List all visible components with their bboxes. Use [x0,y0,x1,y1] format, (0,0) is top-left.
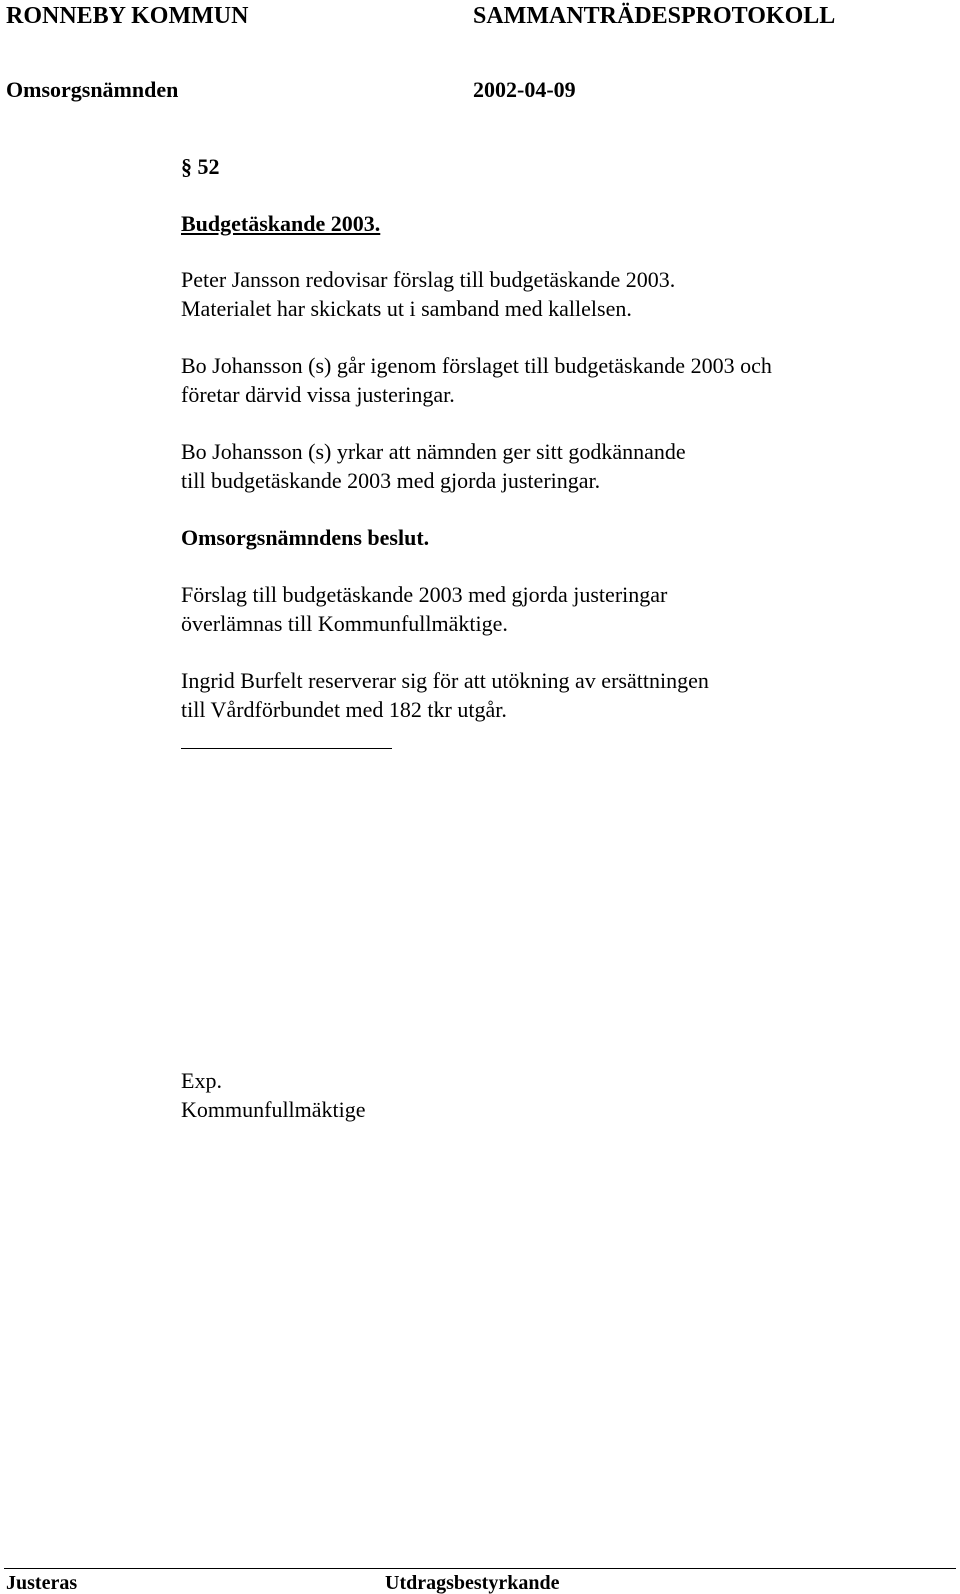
org-name: RONNEBY KOMMUN [6,3,249,29]
section-number-value: 52 [197,154,220,179]
footer-justeras: Justeras [6,1572,78,1594]
paragraph-1-line-2: Materialet har skickats ut i samband med kallelsen. [181,296,632,321]
distribution-recipient: Kommunfullmäktige [181,1097,366,1122]
committee-name: Omsorgsnämnden [6,77,179,102]
paragraph-3-line-2: till budgetäskande 2003 med gjorda justeringar. [181,468,601,493]
reservation-line-1: Ingrid Burfelt reserverar sig för att utökning av ersättningen [181,668,709,693]
reservation-line-2: till Vårdförbundet med 182 tkr utgår. [181,697,507,722]
meeting-date: 2002-04-09 [473,77,576,102]
footer-utdragsbestyrkande: Utdragsbestyrkande [385,1572,560,1594]
paragraph-2-line-1: Bo Johansson (s) går igenom förslaget till budgetäskande 2003 och [181,353,772,378]
decision-line-1: Förslag till budgetäskande 2003 med gjorda justeringar [181,582,668,607]
document-type: SAMMANTRÄDESPROTOKOLL [473,3,836,29]
footer-rule [4,1568,956,1569]
decision-heading: Omsorgsnämndens beslut. [181,525,430,550]
section-end-rule [181,748,392,749]
distribution-label: Exp. [181,1068,222,1093]
section-title: Budgetäskande 2003. [181,211,381,236]
section-number [181,154,220,180]
paragraph-3-line-1: Bo Johansson (s) yrkar att nämnden ger sitt godkännande [181,439,686,464]
decision-line-2: överlämnas till Kommunfullmäktige. [181,611,508,636]
paragraph-2-line-2: företar därvid vissa justeringar. [181,382,455,407]
section-symbol: § [181,154,192,179]
paragraph-1-line-1: Peter Jansson redovisar förslag till budgetäskande 2003. [181,267,676,292]
